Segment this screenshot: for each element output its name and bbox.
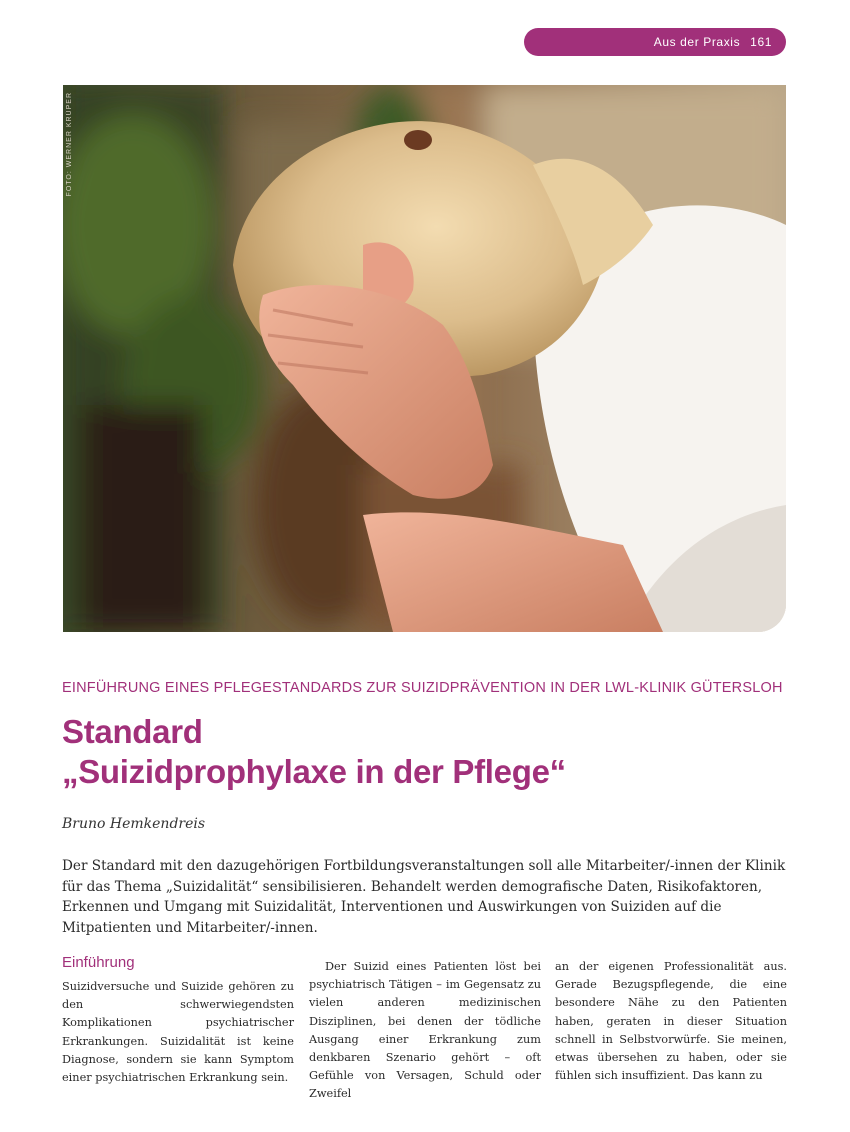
article-author: Bruno Hemkendreis [62,816,206,832]
title-line-1: Standard [62,713,203,750]
article-title [62,712,566,792]
article-kicker: EINFÜHRUNG EINES PFLEGESTANDARDS ZUR SUIZIDPRÄVENTION IN DER LWL-KLINIK GÜTERSLOH [62,680,783,696]
title-line-2: „Suizidprophylaxe in der Pflege“ [62,753,566,790]
page-number: 161 [750,35,772,49]
section-heading: Einführung [62,954,135,971]
article-lead: Der Standard mit den dazugehörigen Fortbildungsveranstaltungen soll alle Mitarbeiter/-innen der Klinik für das Thema „Suizidalität“ sensibilisieren. Behandelt werden demografische Daten, Risikofaktoren, Erkennen und Umgang mit Suizidalität, Interventionen und Auswirkungen von Suiziden auf die Mitpatienten und Mitarbeiter/-innen. [62,858,786,936]
column-2-text: Der Suizid eines Patienten löst bei psychiatrisch Tätigen – im Gegensatz zu vielen anderen medizinischen Disziplinen, bei denen der tödliche Ausgang einer Erkrankung zum denkbaren Szenario gehört – oft Gefühle von Versagen, Schuld oder Zweifel [309,960,541,1101]
text-column-3 [555,954,787,1085]
column-3-text: an der eigenen Professionalität aus. Gerade Bezugspflegende, die eine besondere Nähe zu den Patienten haben, geraten in dieser Situation schnell in Selbstvorwürfe. Sie meinen, etwas übersehen zu haben, oder sie fühlen sich insuffizient. Das kann zu [555,960,787,1083]
article-photo [63,85,786,632]
column-1-text: Suizidversuche und Suizide gehören zu den schwerwiegendsten Komplikationen psychiatrischer Erkrankungen. Suizidalität ist keine Diagnose, sondern sie kann Symptom einer psychiatrischen Erkrankung sein. [62,980,294,1085]
section-label: Aus der Praxis [653,35,741,49]
text-column-2 [309,954,541,1104]
section-header-badge [524,28,786,56]
text-column-1 [62,954,294,1087]
photo-credit: FOTO: WERNER KRÜPER [66,92,73,197]
